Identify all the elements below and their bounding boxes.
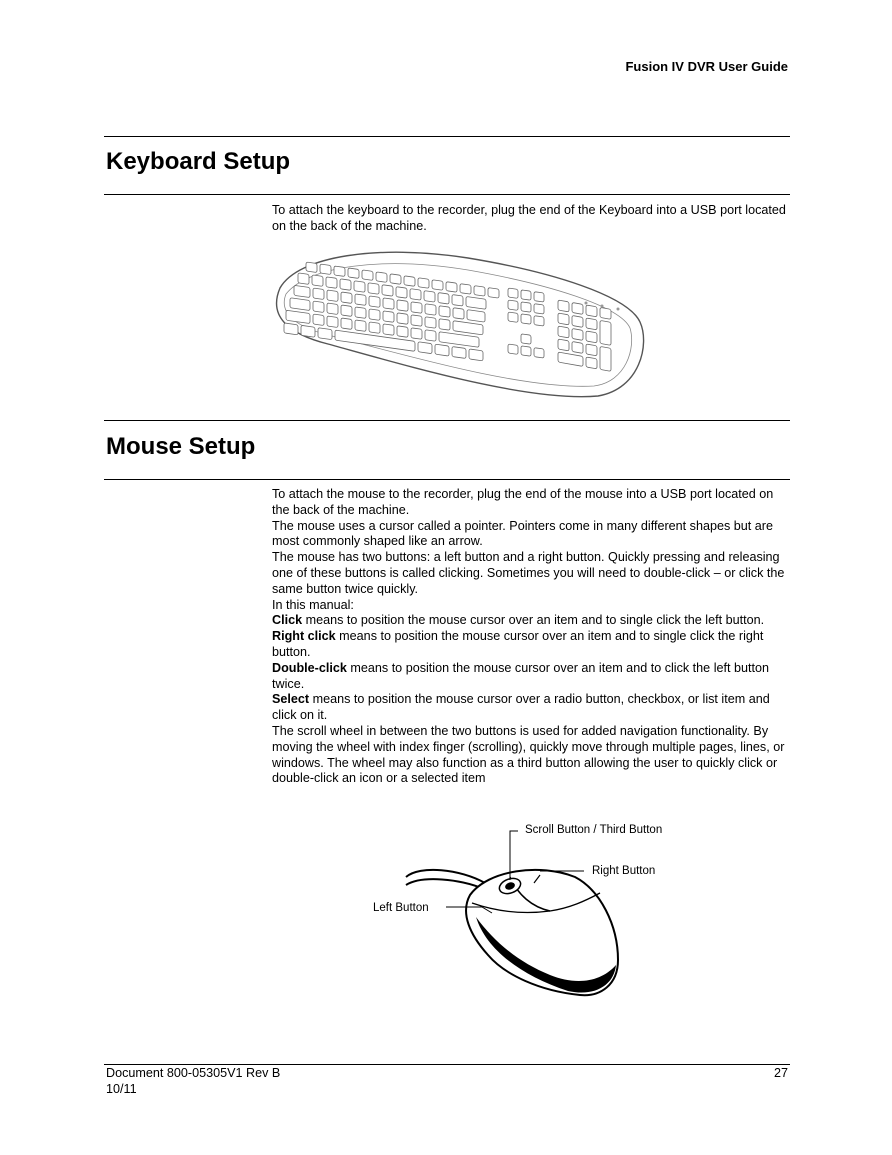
- page-number: 27: [773, 1066, 788, 1080]
- left-button-label: Left Button: [373, 902, 429, 914]
- mouse-paragraph: The mouse has two buttons: a left button and a right button. Quickly pressing and releasing one of these buttons is called clicking. Sometimes you will need to double-click – or click the same button twice quickly.: [272, 550, 785, 596]
- definition-text: means to position the mouse cursor over an item and to single click the right button.: [272, 629, 764, 659]
- section-rule-bottom: [104, 194, 790, 195]
- mouse-paragraph: In this manual:: [272, 597, 354, 612]
- mouse-paragraph: The scroll wheel in between the two buttons is used for added navigation functionality. By moving the wheel with index finger (scrolling), quickly move through multiple pages, lines, or windows. The wheel may also function as a third button allowing the user to quickly click or double-click an icon or a selected item: [272, 723, 785, 786]
- document-id: Document 800-05305V1 Rev B: [106, 1066, 281, 1080]
- definition-text: means to position the mouse cursor over an item and to click the left button twice.: [272, 660, 770, 691]
- mouse-paragraph: To attach the mouse to the recorder, plug the end of the mouse into a USB port located on the back of the machine.: [272, 487, 774, 517]
- definition-click: [272, 613, 792, 629]
- definition-term: Right click: [272, 629, 336, 644]
- definition-term: Select: [272, 692, 310, 707]
- definition-text: means to position the mouse cursor over a radio button, checkbox, or list item and click on it.: [272, 692, 770, 723]
- definition-term: Click: [272, 613, 303, 628]
- mouse-instructions: [272, 487, 792, 787]
- definition-text: means to position the mouse cursor over an item and to single click the left button.: [302, 613, 765, 628]
- scroll-button-label: Scroll Button / Third Button: [525, 824, 663, 836]
- mouse-paragraph: The mouse uses a cursor called a pointer. Pointers come in many different shapes but are most commonly shaped like an arrow.: [272, 518, 773, 549]
- document-date: 10/11: [106, 1081, 137, 1096]
- keyboard-paragraph: To attach the keyboard to the recorder, plug the end of the Keyboard into a USB port located on the back of the machine.: [272, 203, 786, 233]
- definition-double-click: [272, 661, 792, 693]
- running-header: Fusion IV DVR User Guide: [625, 59, 788, 74]
- section-rule-top: [104, 420, 790, 421]
- footer-rule: [104, 1064, 790, 1065]
- footer-document-info: [106, 1066, 280, 1098]
- mouse-illustration: [400, 825, 640, 1005]
- section-rule-top: [104, 136, 790, 137]
- keyboard-instructions: [272, 203, 792, 235]
- right-button-label: Right Button: [592, 865, 656, 877]
- keyboard-section-title: Keyboard Setup: [106, 148, 291, 175]
- mouse-section-title: Mouse Setup: [106, 433, 256, 460]
- section-rule-bottom: [104, 479, 790, 480]
- keyboard-illustration: [268, 244, 648, 402]
- definition-select: [272, 692, 792, 724]
- definition-term: Double-click: [272, 660, 347, 675]
- definition-right-click: [272, 629, 792, 661]
